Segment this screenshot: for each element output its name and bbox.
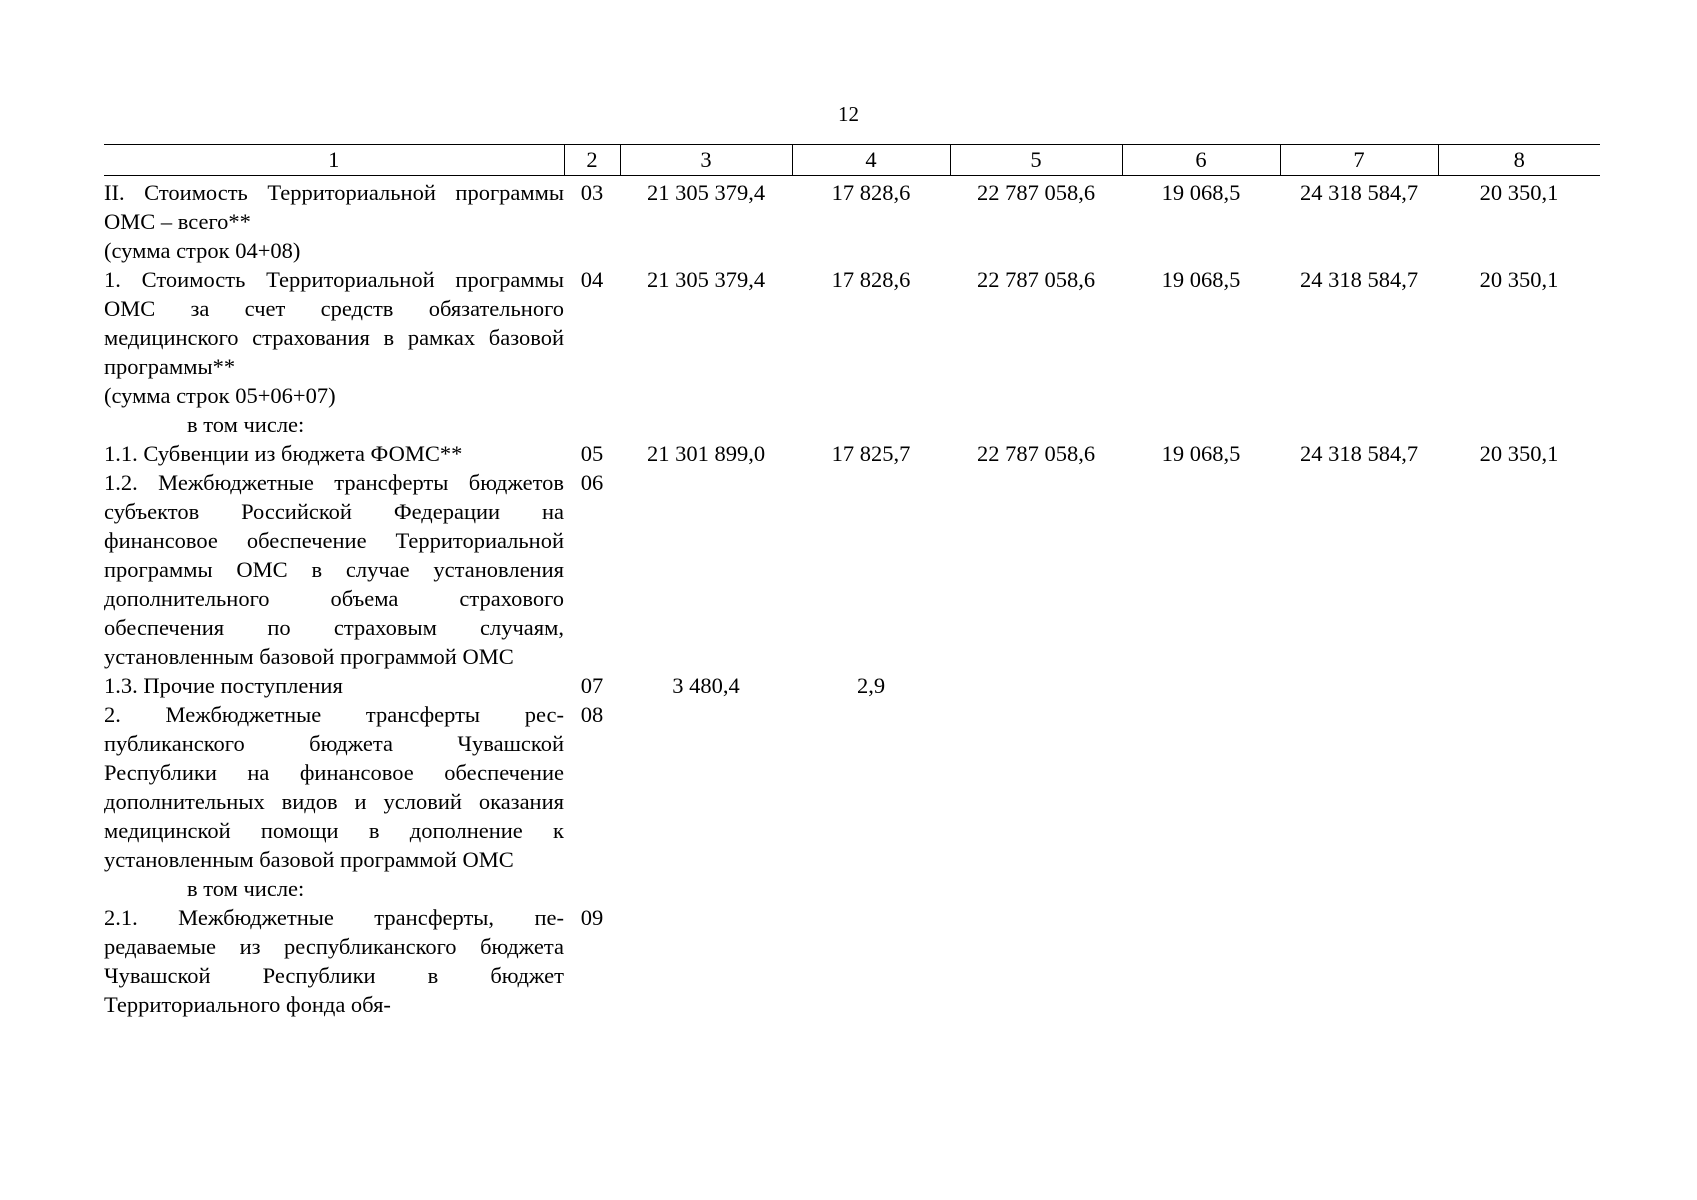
row-value-col-7 [1280, 874, 1438, 903]
row-value-col-7 [1280, 700, 1438, 874]
row-value-col-3 [620, 874, 792, 903]
row-value-col-5 [950, 903, 1122, 1019]
row-name: II. Стоимость Территориальной программы ОМС – всего** (сумма строк 04+08) [104, 180, 564, 263]
row-code: 07 [580, 673, 604, 698]
row-code: 08 [580, 702, 604, 727]
page-number: 12 [838, 102, 859, 126]
row-value-col-5: 22 787 058,6 [976, 267, 1096, 292]
column-header-2: 2 [564, 145, 620, 176]
row-value-col-4 [792, 410, 950, 439]
row-value-col-3: 3 480,4 [672, 673, 740, 698]
column-header-4: 4 [792, 145, 950, 176]
row-value-col-5 [950, 468, 1122, 671]
row-value-col-8 [1438, 410, 1600, 439]
row-value-col-5 [950, 410, 1122, 439]
table-row [104, 410, 1600, 439]
row-name: 2. Межбюджетные трансферты республиканского бюджета Чувашской Республики на финансовое обеспечение дополнительных видов и условий оказания медицинской помощи в дополнение к установленным базовой программой ОМС [104, 702, 564, 872]
row-code: 04 [580, 267, 604, 292]
row-value-col-5 [950, 874, 1122, 903]
row-value-col-5 [950, 671, 1122, 700]
row-value-col-6 [1122, 468, 1280, 671]
row-value-col-8 [1438, 874, 1600, 903]
row-value-col-6 [1122, 700, 1280, 874]
row-value-col-8: 20 350,1 [1479, 180, 1559, 205]
row-value-col-6 [1122, 671, 1280, 700]
table-row [104, 468, 1600, 671]
column-header-1: 1 [104, 145, 564, 176]
row-code: 05 [580, 441, 604, 466]
row-value-col-8: 20 350,1 [1479, 267, 1559, 292]
row-value-col-4 [792, 700, 950, 874]
row-value-col-7 [1280, 410, 1438, 439]
table-row [104, 671, 1600, 700]
table-row [104, 874, 1600, 903]
table-row [104, 700, 1600, 874]
row-code [564, 874, 620, 903]
row-value-col-3 [620, 903, 792, 1019]
row-value-col-7: 24 318 584,7 [1299, 267, 1419, 292]
column-header-6: 6 [1122, 145, 1280, 176]
row-name: в том числе: [187, 876, 305, 901]
column-header-5: 5 [950, 145, 1122, 176]
table-body [104, 176, 1600, 1020]
row-value-col-6 [1122, 874, 1280, 903]
row-value-col-8 [1438, 903, 1600, 1019]
row-value-col-4 [792, 468, 950, 671]
row-value-col-6: 19 068,5 [1161, 267, 1241, 292]
row-name: 1.1. Субвенции из бюджета ФОМС** [104, 441, 463, 466]
row-value-col-8 [1438, 468, 1600, 671]
row-value-col-6: 19 068,5 [1161, 180, 1241, 205]
row-value-col-3 [620, 700, 792, 874]
header-row [104, 145, 1600, 176]
row-value-col-3: 21 301 899,0 [646, 441, 766, 466]
row-name: 2.1. Межбюджетные трансферты, передаваемые из республиканского бюджета Чувашской Республики в бюджет Территориального фонда обя- [104, 905, 564, 1017]
row-value-col-6 [1122, 410, 1280, 439]
row-value-col-3: 21 305 379,4 [646, 180, 766, 205]
row-value-col-4: 17 825,7 [831, 441, 911, 466]
row-value-col-5: 22 787 058,6 [976, 180, 1096, 205]
row-value-col-3 [620, 468, 792, 671]
row-value-col-5: 22 787 058,6 [976, 441, 1096, 466]
row-name: 1. Стоимость Территориальной программы ОМС за счет средств обязательного медицинского страхования в рамках базовой программы** (сумма строк 05+06+07) [104, 267, 564, 408]
row-value-col-4: 2,9 [856, 673, 886, 698]
column-header-3: 3 [620, 145, 792, 176]
table-row [104, 903, 1600, 1019]
column-header-8: 8 [1438, 145, 1600, 176]
row-value-col-4: 17 828,6 [831, 267, 911, 292]
row-code: 06 [580, 470, 604, 495]
row-value-col-4 [792, 874, 950, 903]
table-row [104, 265, 1600, 410]
cost-table [104, 144, 1600, 1019]
row-value-col-7 [1280, 671, 1438, 700]
column-header-7: 7 [1280, 145, 1438, 176]
row-code: 09 [580, 905, 604, 930]
row-value-col-7: 24 318 584,7 [1299, 441, 1419, 466]
row-value-col-7 [1280, 468, 1438, 671]
row-value-col-6 [1122, 903, 1280, 1019]
row-code: 03 [580, 180, 604, 205]
table-row [104, 176, 1600, 266]
row-name: в том числе: [187, 412, 305, 437]
row-value-col-7 [1280, 903, 1438, 1019]
row-value-col-4: 17 828,6 [831, 180, 911, 205]
row-name: 1.2. Межбюджетные трансферты бюджетов субъектов Российской Федерации на финансовое обеспечение Территориальной программы ОМС в случае установления дополнительного объема страхового обеспечения по страховым случаям, установленным базовой программой ОМС [104, 470, 564, 669]
row-code [564, 410, 620, 439]
row-value-col-7: 24 318 584,7 [1299, 180, 1419, 205]
row-value-col-8 [1438, 671, 1600, 700]
row-value-col-4 [792, 903, 950, 1019]
row-value-col-5 [950, 700, 1122, 874]
table-row [104, 439, 1600, 468]
row-value-col-3 [620, 410, 792, 439]
row-value-col-6: 19 068,5 [1161, 441, 1241, 466]
row-value-col-8: 20 350,1 [1479, 441, 1559, 466]
row-name: 1.3. Прочие поступления [104, 673, 343, 698]
row-value-col-3: 21 305 379,4 [646, 267, 766, 292]
row-value-col-8 [1438, 700, 1600, 874]
table-header [104, 145, 1600, 176]
